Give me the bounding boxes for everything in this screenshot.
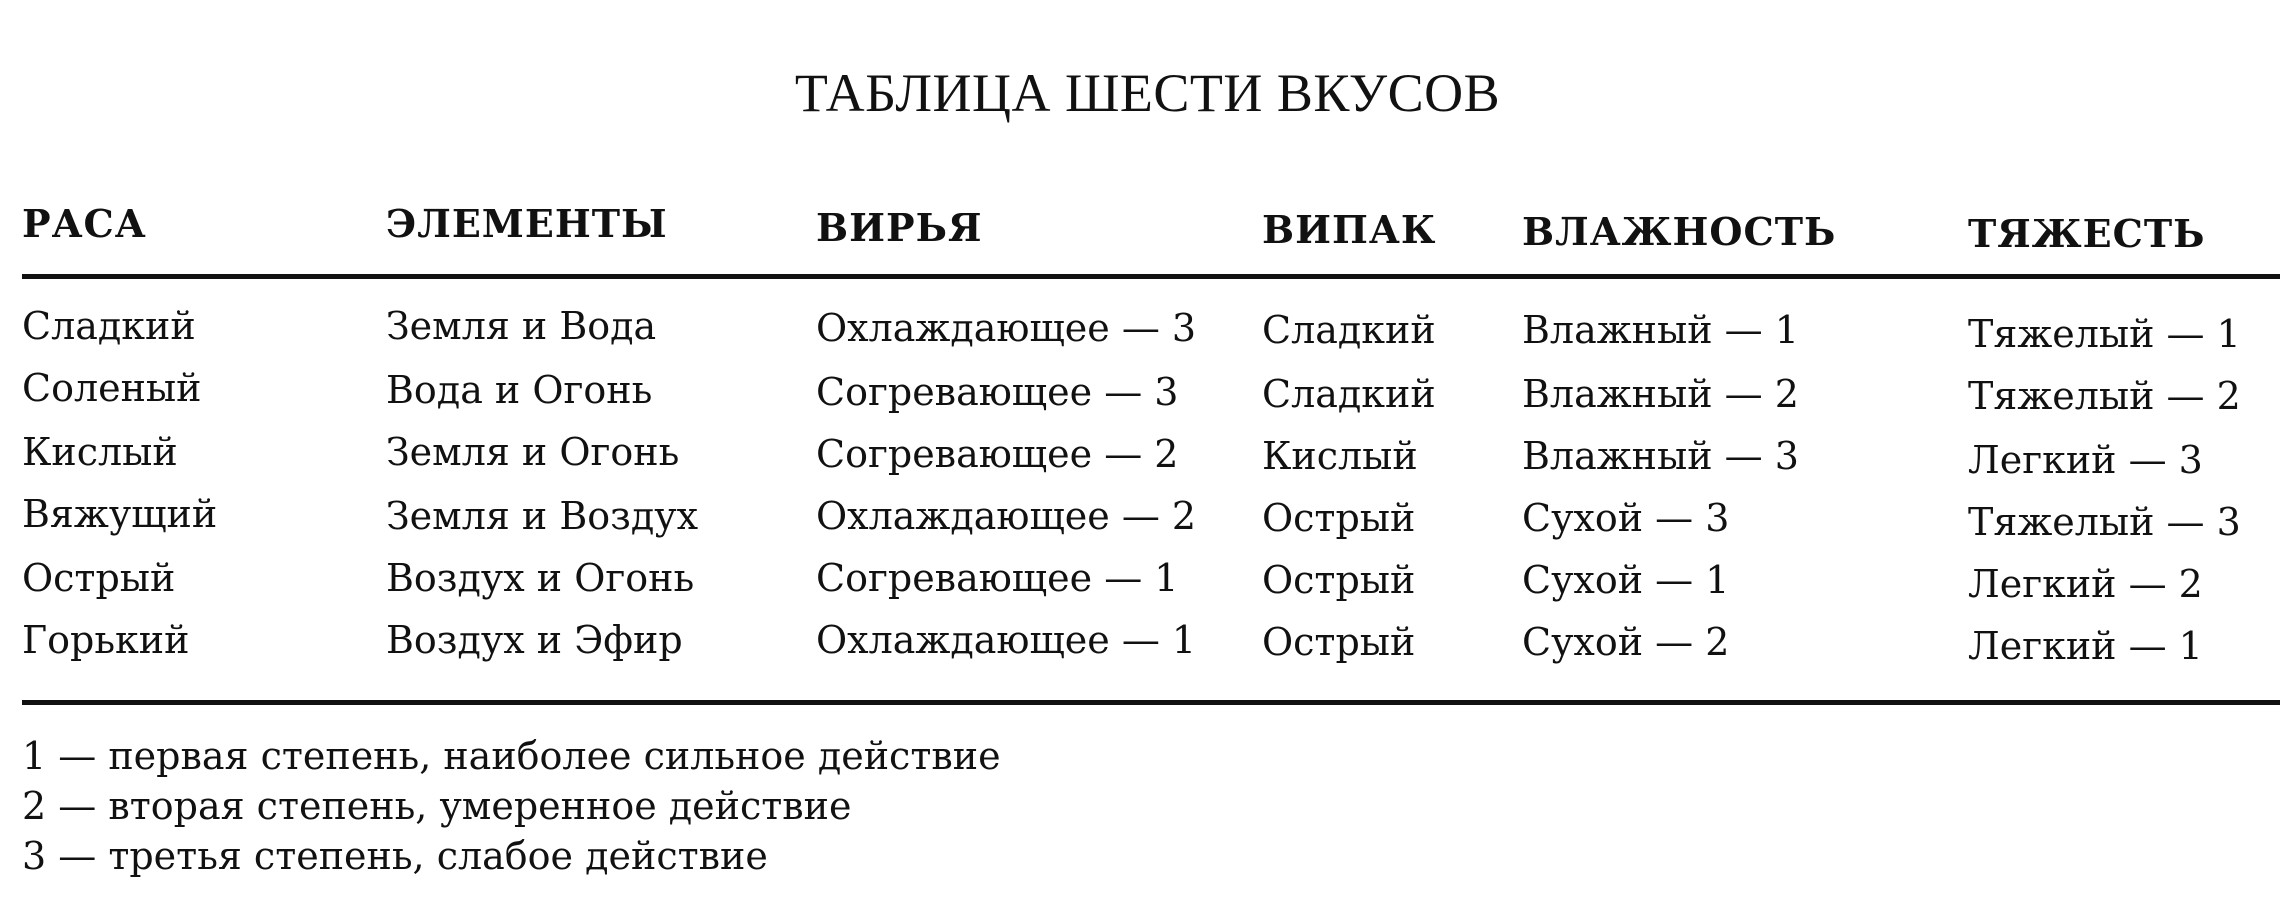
table-cell: Кислый xyxy=(22,430,178,474)
table-cell: Влажный — 3 xyxy=(1522,434,1799,478)
table-header-elements: ЭЛЕМЕНТЫ xyxy=(386,201,668,246)
table-cell: Сухой — 1 xyxy=(1522,558,1730,602)
table-cell: Согревающее — 2 xyxy=(816,432,1179,476)
table-cell: Острый xyxy=(1262,620,1416,664)
legend-line-2: 2 — вторая степень, умеренное действие xyxy=(22,784,852,828)
table-cell: Легкий — 2 xyxy=(1968,562,2203,606)
table-header-moisture: ВЛАЖНОСТЬ xyxy=(1522,209,1837,254)
table-cell: Согревающее — 1 xyxy=(816,556,1179,600)
table-cell: Сладкий xyxy=(22,304,196,348)
page-title: ТАБЛИЦА ШЕСТИ ВКУСОВ xyxy=(794,63,1501,123)
table-cell: Тяжелый — 1 xyxy=(1968,312,2241,356)
table-header-heaviness: ТЯЖЕСТЬ xyxy=(1968,211,2206,256)
table-header-rasa: РАСА xyxy=(22,201,147,246)
table-cell: Острый xyxy=(1262,558,1416,602)
table-cell: Вяжущий xyxy=(22,492,218,536)
table-cell: Легкий — 3 xyxy=(1968,438,2203,482)
table-bottom-rule xyxy=(22,700,2280,705)
table-cell: Кислый xyxy=(1262,434,1418,478)
table-cell: Сладкий xyxy=(1262,372,1436,416)
table-cell: Согревающее — 3 xyxy=(816,370,1179,414)
table-cell: Легкий — 1 xyxy=(1968,624,2203,668)
table-cell: Сухой — 3 xyxy=(1522,496,1730,540)
table-cell: Тяжелый — 2 xyxy=(1968,374,2241,418)
table-cell: Вода и Огонь xyxy=(386,368,653,412)
table-top-rule xyxy=(22,274,2280,279)
table-cell: Сухой — 2 xyxy=(1522,620,1730,664)
legend-line-3: 3 — третья степень, слабое действие xyxy=(22,834,768,878)
table-cell: Воздух и Эфир xyxy=(386,618,683,662)
table-cell: Тяжелый — 3 xyxy=(1968,500,2241,544)
table-cell: Воздух и Огонь xyxy=(386,556,695,600)
table-cell: Острый xyxy=(1262,496,1416,540)
table-cell: Сладкий xyxy=(1262,308,1436,352)
table-cell: Горький xyxy=(22,618,190,662)
table-cell: Земля и Вода xyxy=(386,304,657,348)
table-header-vipak: ВИПАК xyxy=(1262,207,1437,252)
table-cell: Влажный — 2 xyxy=(1522,372,1799,416)
table-cell: Влажный — 1 xyxy=(1522,308,1799,352)
table-header-virya: ВИРЬЯ xyxy=(816,205,983,250)
table-cell: Охлаждающее — 1 xyxy=(816,618,1197,662)
table-cell: Острый xyxy=(22,556,176,600)
table-cell: Земля и Огонь xyxy=(386,430,680,474)
legend-line-1: 1 — первая степень, наиболее сильное действие xyxy=(22,734,1001,778)
table-cell: Охлаждающее — 2 xyxy=(816,494,1197,538)
table-cell: Земля и Воздух xyxy=(386,494,699,538)
table-cell: Соленый xyxy=(22,366,202,410)
table-cell: Охлаждающее — 3 xyxy=(816,306,1197,350)
